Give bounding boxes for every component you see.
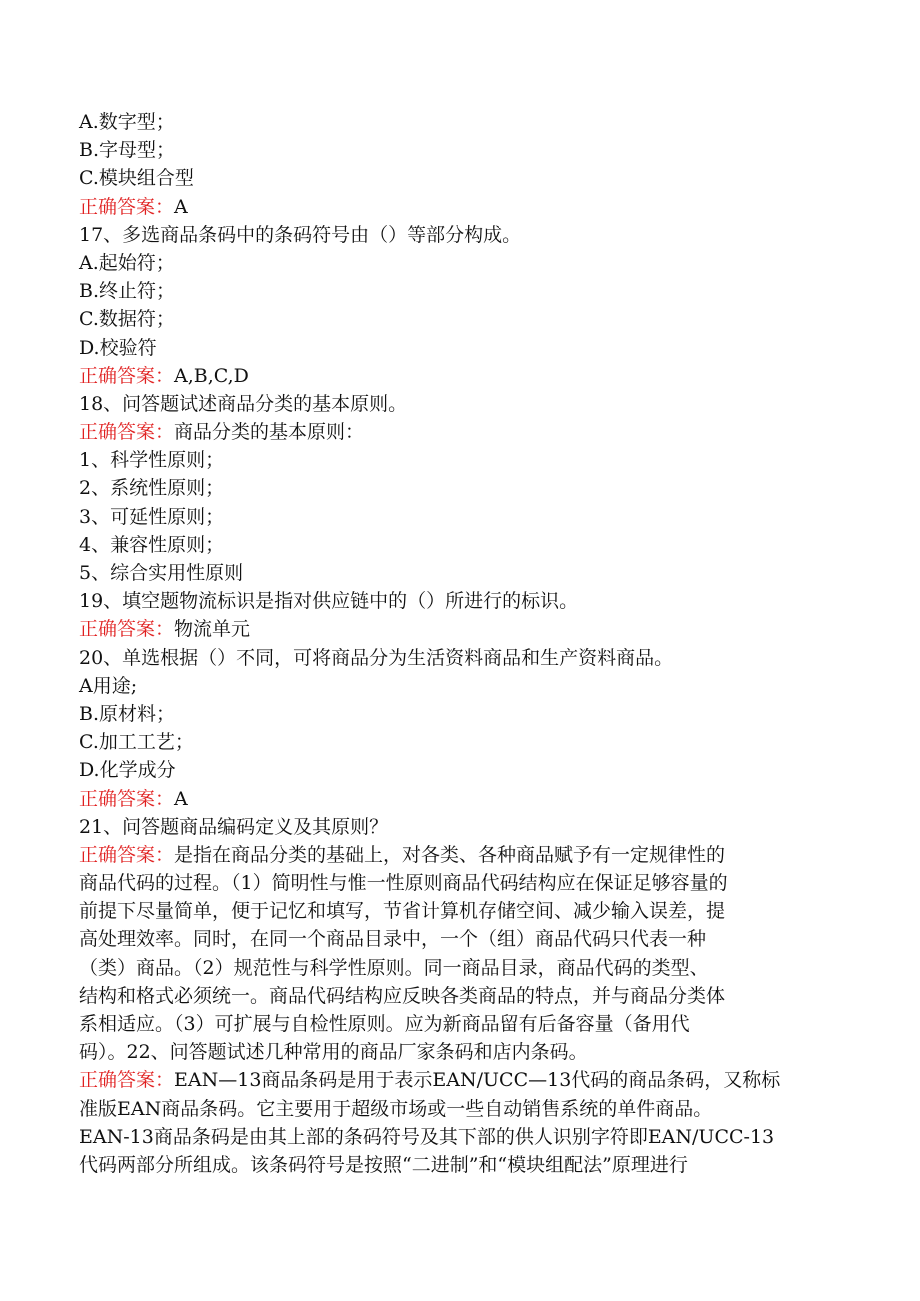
- answer-label: 正确答案：: [79, 1069, 175, 1092]
- answer-label: 正确答案：: [79, 787, 175, 810]
- option-line: [79, 334, 849, 362]
- option-text: 4、兼容性原则；: [79, 533, 225, 556]
- option-line: [79, 277, 849, 305]
- answer-line: [79, 362, 849, 390]
- option-line: [79, 305, 849, 333]
- answer-label: 正确答案：: [79, 843, 175, 866]
- option-line: [79, 559, 849, 587]
- option-text: 5、综合实用性原则: [79, 562, 244, 584]
- answer-line: [79, 418, 849, 446]
- answer-label: 正确答案：: [79, 421, 175, 444]
- option-text: 1、科学性原则；: [79, 449, 225, 472]
- answer-paragraph-line: [79, 1010, 849, 1038]
- question-line: [79, 587, 849, 615]
- question-line: [79, 221, 849, 249]
- question-text: 19、填空题物流标识是指对供应链中的（）所进行的标识。: [79, 590, 579, 613]
- answer-text: 商品分类的基本原则：: [174, 421, 365, 444]
- answer-text: 前提下尽量简单，便于记忆和填写，节省计算机存储空间、减少输入误差，提: [79, 900, 726, 923]
- answer-paragraph-line: [79, 841, 849, 869]
- answer-text: 商品代码的过程。（1）简明性与惟一性原则商品代码结构应在保证足够容量的: [79, 872, 728, 895]
- option-line: [79, 446, 849, 474]
- option-text: A.起始符；: [79, 251, 175, 274]
- option-text: A用途;: [79, 674, 138, 697]
- option-text: D.校验符: [79, 336, 157, 359]
- option-line: [79, 672, 849, 700]
- option-line: [79, 728, 849, 756]
- option-text: B.原材料；: [79, 702, 176, 725]
- option-line: [79, 700, 849, 728]
- option-line: [79, 756, 849, 784]
- option-text: D.化学成分: [79, 759, 176, 782]
- answer-text: （类）商品。（2）规范性与科学性原则。同一商品目录，商品代码的类型、: [79, 956, 709, 979]
- option-text: B.字母型；: [79, 139, 176, 162]
- option-text: 2、系统性原则；: [79, 477, 225, 500]
- option-line: [79, 531, 849, 559]
- option-text: C.模块组合型: [79, 167, 194, 190]
- answer-line: [79, 615, 849, 643]
- option-text: A.数字型；: [79, 111, 175, 133]
- answer-text: 代码两部分所组成。该条码符号是按照“二进制”和“模块组配法”原理进行: [79, 1153, 688, 1176]
- answer-paragraph-line: [79, 1038, 849, 1066]
- answer-text: 系相适应。（3）可扩展与自检性原则。应为新商品留有后备容量（备用代: [79, 1013, 690, 1035]
- answer-paragraph-line: [79, 1123, 849, 1151]
- answer-line: [79, 785, 849, 813]
- answer-label: 正确答案：: [79, 618, 175, 641]
- question-text: 18、问答题试述商品分类的基本原则。: [79, 392, 408, 415]
- answer-text: EAN-13商品条码是由其上部的条码符号及其下部的供人识别字符即EAN/UCC-13: [79, 1125, 775, 1148]
- answer-paragraph-line: [79, 1095, 849, 1123]
- question-text: 17、多选商品条码中的条码符号由（）等部分构成。: [79, 223, 522, 246]
- option-line: [79, 474, 849, 502]
- option-line: [79, 503, 849, 531]
- exam-text-body: [79, 108, 849, 1179]
- answer-line: [79, 193, 849, 221]
- answer-text: A,B,C,D: [174, 364, 249, 387]
- question-text: 20、单选根据（）不同，可将商品分为生活资料商品和生产资料商品。: [79, 646, 674, 669]
- answer-label: 正确答案：: [79, 195, 175, 218]
- answer-text: 码）。22、问答题试述几种常用的商品厂家条码和店内条码。: [79, 1041, 588, 1064]
- answer-text: 物流单元: [174, 618, 251, 641]
- option-text: C.加工工艺；: [79, 731, 194, 754]
- answer-text: 高处理效率。同时，在同一个商品目录中，一个（组）商品代码只代表一种: [79, 928, 707, 951]
- answer-text: A: [174, 787, 188, 810]
- answer-text: A: [174, 195, 188, 218]
- option-line: [79, 249, 849, 277]
- answer-text: 是指在商品分类的基础上，对各类、各种商品赋予有一定规律性的: [174, 843, 726, 866]
- answer-text: 结构和格式必须统一。商品代码结构应反映各类商品的特点，并与商品分类体: [79, 984, 726, 1007]
- answer-paragraph-line: [79, 869, 849, 897]
- answer-paragraph-line: [79, 954, 849, 982]
- answer-paragraph-line: [79, 1151, 849, 1179]
- option-text: C.数据符；: [79, 308, 175, 331]
- question-line: [79, 644, 849, 672]
- answer-text: 准版EAN商品条码。它主要用于超级市场或一些自动销售系统的单件商品。: [79, 1097, 713, 1120]
- answer-paragraph-line: [79, 1066, 849, 1094]
- option-line: [79, 136, 849, 164]
- question-line: [79, 390, 849, 418]
- option-text: 3、可延性原则；: [79, 505, 225, 528]
- option-line: [79, 108, 849, 136]
- option-line: [79, 164, 849, 192]
- answer-paragraph-line: [79, 925, 849, 953]
- answer-paragraph-line: [79, 897, 849, 925]
- question-text: 21、问答题商品编码定义及其原则？: [79, 815, 389, 838]
- answer-label: 正确答案：: [79, 364, 175, 387]
- question-line: [79, 813, 849, 841]
- answer-paragraph-line: [79, 982, 849, 1010]
- answer-text: EAN—13商品条码是用于表示EAN/UCC—13代码的商品条码，又称标: [174, 1069, 781, 1092]
- option-text: B.终止符；: [79, 280, 176, 303]
